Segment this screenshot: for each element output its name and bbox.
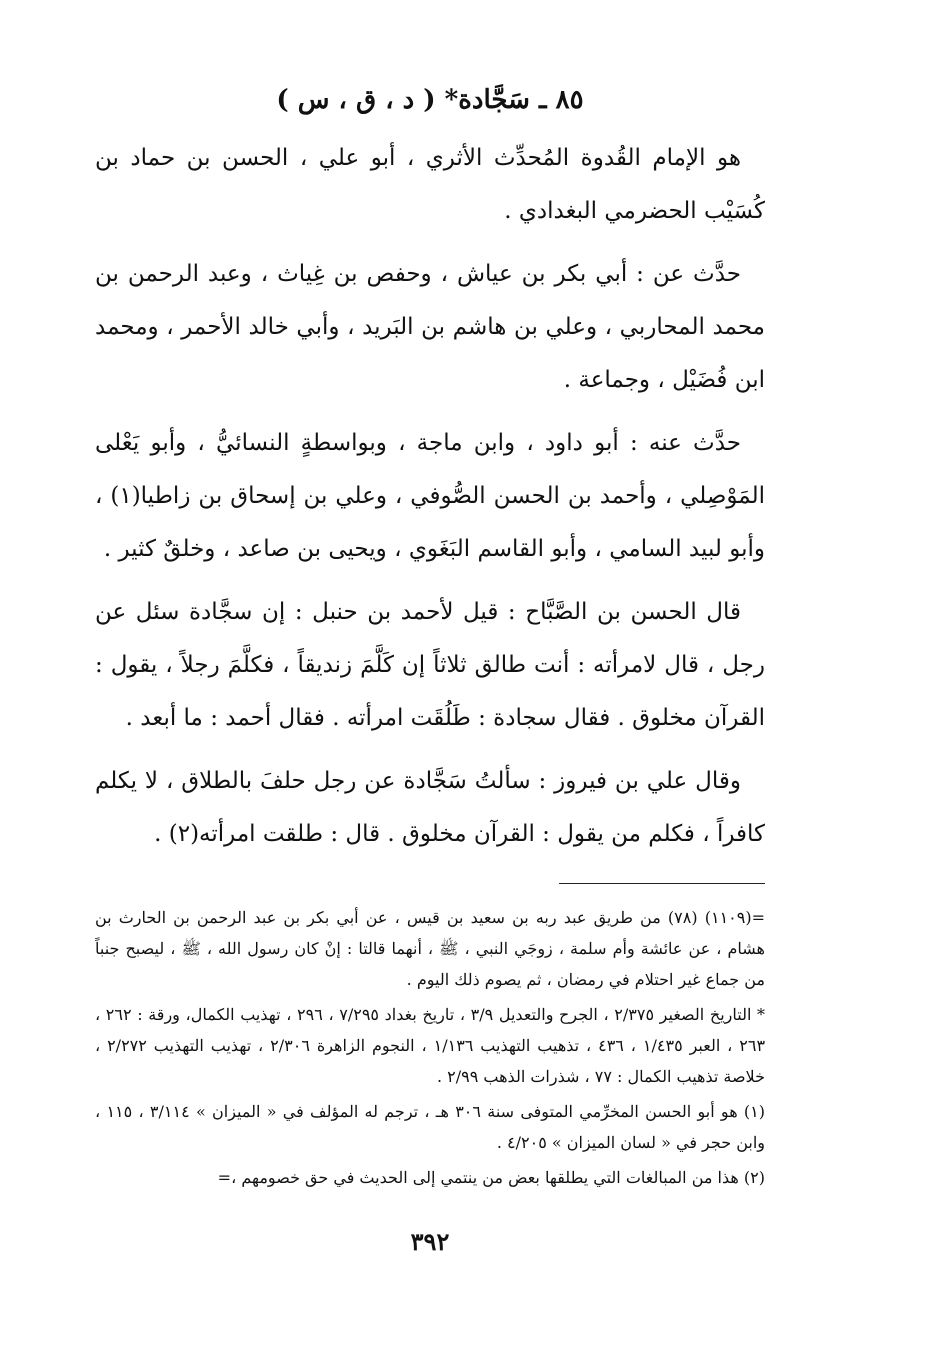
- paragraph-intro: هو الإمام القُدوة المُحدِّث الأثري ، أبو علي ، الحسن بن حماد بن كُسَيْب الحضرمي البغدادي .: [95, 145, 765, 224]
- paragraph-ibn-hanbal-story: قال الحسن بن الصَّبَّاح : قيل لأحمد بن حنبل : إن سجَّادة سئل عن رجل ، قال لامرأته : أنت طالق ثلاثاً إن كَلَّمَ زنديقاً ، فكلَّمَ رجلاً ، يقول : القرآن مخلوق . فقال سجادة : طَلُقَت امرأته . فقال أحمد : ما أبعد .: [95, 599, 765, 731]
- paragraph-teachers: حدَّث عن : أبي بكر بن عياش ، وحفص بن غِياث ، وعبد الرحمن بن محمد المحاربي ، وعلي بن هاشم بن البَريد ، وأبي خالد الأحمر ، ومحمد ابن فُضَيْل ، وجماعة .: [95, 261, 765, 393]
- footnote-continuation: =(١١٠٩) (٧٨) من طريق عبد ربه بن سعيد بن قيس ، عن أبي بكر بن عبد الرحمن بن الحارث بن هشام ، عن عائشة وأم سلمة ، زوجَي النبي ، ﷺ ، أنهما قالتا : إنْ كان رسول الله ، ﷺ ، ليصبح جنباً من جماع غير احتلام في رمضان ، ثم يصوم ذلك اليوم .: [95, 908, 765, 989]
- page-body: [95, 80, 765, 1256]
- footnote-2: (٢) هذا من المبالغات التي يطلقها بعض من ينتمي إلى الحديث في حق خصومهم ،=: [217, 1168, 765, 1187]
- footnote-sources: * التاريخ الصغير ٢/٣٧٥ ، الجرح والتعديل ٣/٩ ، تاريخ بغداد ٧/٢٩٥ ، ٢٩٦ ، تهذيب الكمال، ورقة : ٢٦٢ ، ٢٦٣ ، العبر ١/٤٣٥ ، ٤٣٦ ، تذهيب التهذيب ١/١٣٦ ، النجوم الزاهرة ٢/٣٠٦ ، تهذيب التهذيب ٢/٢٧٢ ، خلاصة تذهيب الكمال : ٧٧ ، شذرات الذهب ٢/٩٩ .: [95, 1005, 766, 1086]
- paragraph-ibn-fairuz-story: وقال علي بن فيروز : سألتُ سَجَّادة عن رجل حلفَ بالطلاق ، لا يكلم كافراً ، فكلم من يقول : القرآن مخلوق . قال : طلقت امرأته(٢) .: [95, 768, 765, 847]
- footnotes: [95, 902, 765, 1193]
- paragraph-students: حدَّث عنه : أبو داود ، وابن ماجة ، وبواسطةٍ النسائيُّ ، وأبو يَعْلى المَوْصِلي ، وأحمد بن الحسن الصُّوفي ، وعلي بن إسحاق بن زاطيا(١) ، وأبو لبيد السامي ، وأبو القاسم البَغَوي ، ويحيى بن صاعد ، وخلقٌ كثير .: [95, 430, 765, 562]
- footnote-1: (١) هو أبو الحسن المخرِّمي المتوفى سنة ٣٠٦ هـ ، ترجم له المؤلف في « الميزان » ٣/١١٤ ، ١١٥ ، وابن حجر في « لسان الميزان » ٤/٢٠٥ .: [95, 1102, 765, 1152]
- entry-title: ٨٥ ـ سَجَّادة* ( د ، ق ، س ): [276, 85, 584, 115]
- footnote-divider: [559, 883, 765, 884]
- page-number: ٣٩٢: [410, 1227, 450, 1256]
